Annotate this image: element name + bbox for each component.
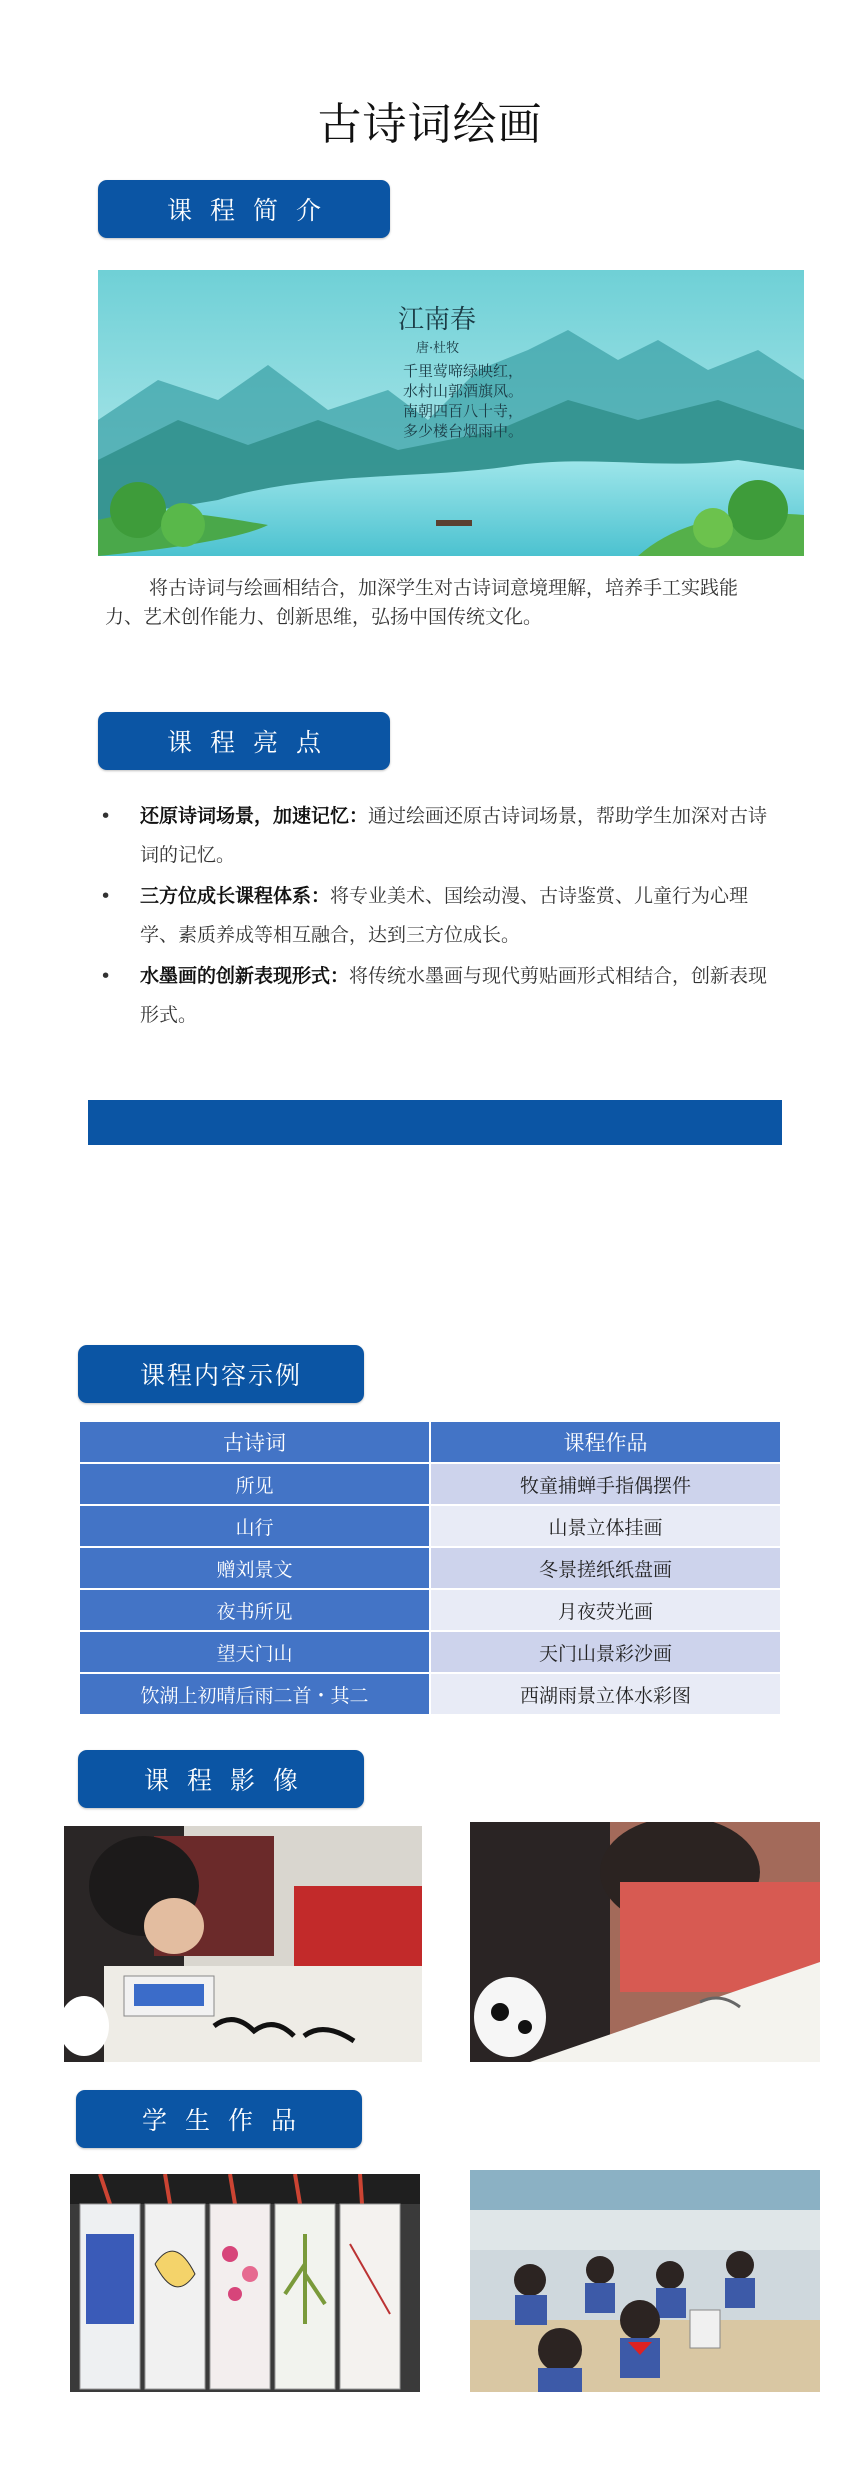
bullet-icon: • (100, 805, 112, 827)
section-heading-works: 学生作品 (76, 2090, 362, 2148)
poem-line: 南朝四百八十寺， (403, 402, 524, 420)
class-photo-image (470, 1822, 820, 2062)
class-photo-image (64, 1826, 422, 2062)
poem-cell: 所见 (79, 1463, 430, 1505)
poem-cell: 山行 (79, 1505, 430, 1547)
table-row (79, 1589, 781, 1631)
highlight-item (100, 957, 770, 1035)
bullet-icon: • (100, 885, 112, 907)
poem-line: 多少楼台烟雨中。 (403, 422, 524, 440)
poem-cell: 夜书所见 (79, 1589, 430, 1631)
work-cell: 山景立体挂画 (430, 1505, 781, 1547)
section-heading-highlights: 课程亮点 (98, 712, 390, 770)
bullet-icon: • (100, 965, 112, 987)
table-row (79, 1547, 781, 1589)
highlight-title: 水墨画的创新表现形式： (140, 965, 350, 987)
bookmarks-image (70, 2174, 420, 2392)
divider-bar (88, 1100, 782, 1145)
section-heading-content: 课程内容示例 (78, 1345, 364, 1403)
table-row (79, 1463, 781, 1505)
table-header-work: 课程作品 (430, 1421, 781, 1463)
work-cell: 牧童捕蝉手指偶摆件 (430, 1463, 781, 1505)
classroom-image (470, 2170, 820, 2392)
section-heading-intro: 课程简介 (98, 180, 390, 238)
table-header-poem: 古诗词 (79, 1421, 430, 1463)
student-work-bookmarks (70, 2174, 420, 2392)
poem-line: 千里莺啼绿映红， (403, 362, 524, 380)
highlights-list (100, 797, 770, 1037)
highlight-text: 将专业美术、国绘动漫、古诗鉴赏、儿童行为心理学、素质养成等相互融合，达到三方位成长。 (140, 885, 749, 946)
poem-author: 唐·杜牧 (416, 341, 460, 356)
poem-line: 水村山郭酒旗风。 (403, 382, 524, 400)
highlight-item (100, 877, 770, 955)
page-title: 古诗词绘画 (317, 99, 543, 150)
work-cell: 西湖雨景立体水彩图 (430, 1673, 781, 1715)
work-cell: 冬景搓纸纸盘画 (430, 1547, 781, 1589)
class-photo-painting (64, 1826, 422, 2062)
banner-painting (98, 270, 804, 556)
table-row (79, 1631, 781, 1673)
highlight-text: 通过绘画还原古诗词场景，帮助学生加深对古诗词的记忆。 (140, 805, 768, 866)
table-row (79, 1673, 781, 1715)
table-header-row (79, 1421, 781, 1463)
work-cell: 月夜荧光画 (430, 1589, 781, 1631)
intro-paragraph: 将古诗词与绘画相结合，加深学生对古诗词意境理解，培养手工实践能力、艺术创作能力、创新思维，弘扬中国传统文化。 (105, 577, 739, 628)
highlight-item (100, 797, 770, 875)
poem-title: 江南春 (398, 305, 477, 335)
highlight-text: 将传统水墨画与现代剪贴画形式相结合，创新表现形式。 (140, 965, 768, 1026)
course-table (78, 1420, 782, 1716)
section-heading-images: 课程影像 (78, 1750, 364, 1808)
work-cell: 天门山景彩沙画 (430, 1631, 781, 1673)
poem-cell: 赠刘景文 (79, 1547, 430, 1589)
poem-cell: 望天门山 (79, 1631, 430, 1673)
landscape-painting (98, 270, 804, 556)
highlight-title: 还原诗词场景，加速记忆： (140, 805, 369, 827)
student-work-classroom (470, 2170, 820, 2392)
class-photo-drawing (470, 1822, 820, 2062)
poem-cell: 饮湖上初晴后雨二首・其二 (79, 1673, 430, 1715)
highlight-title: 三方位成长课程体系： (140, 885, 331, 907)
table-row (79, 1505, 781, 1547)
